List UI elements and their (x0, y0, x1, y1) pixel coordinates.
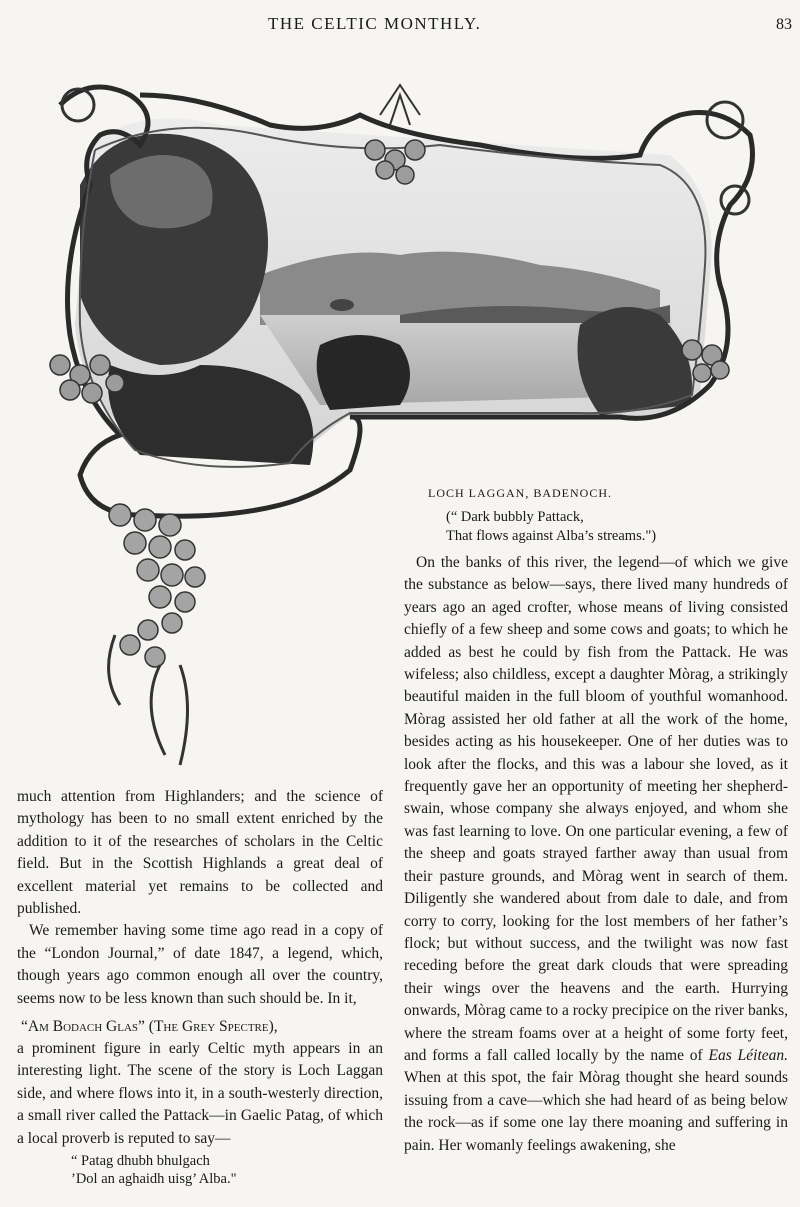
english-verse-line-2: That flows against Alba’s streams.") (446, 528, 657, 544)
left-column (17, 786, 383, 1188)
island (330, 299, 354, 311)
section-title-line: “Am Bodach Glas” (The Grey Spectre), (21, 1018, 278, 1036)
illustration-caption: LOCH LAGGAN, BADENOCH. (428, 486, 612, 500)
place-name-italic: Eas Léitean. (708, 1046, 789, 1064)
right-column (404, 552, 788, 1157)
running-title: THE CELTIC MONTHLY. (268, 14, 482, 33)
left-paragraph-3: a prominent figure in early Celtic myth appears in an interesting light. The scene of the story is Loch Laggan side, and where flows into it, in a south-westerly direction, a small river called the Pattack—in Gaelic Patag, of which a local proverb is reputed to say— (17, 1040, 383, 1147)
gaelic-proverb (71, 1152, 383, 1188)
english-verse (446, 508, 656, 546)
page-header (0, 14, 800, 38)
fern-top (380, 85, 420, 125)
left-paragraph-1: much attention from Highlanders; and the science of mythology has been to no small extent enriched by the addition to it of the researches of scholars in the Celtic field. But in the Scottish Highlands a great deal of excellent material yet remains to be collected and published. (17, 788, 383, 918)
gaelic-line-2: ’Dol an aghaidh uisg’ Alba." (71, 1171, 237, 1188)
near-trees (317, 335, 410, 410)
gaelic-line-1: “ Patag dhubh bhulgach (71, 1153, 210, 1170)
berry-cascade-bottom (109, 504, 205, 667)
right-paragraph-text: On the banks of this river, the legend—of which we give the substance as below—says, there lived many hundreds of years ago an aged crofter, whose means of living consisted chiefly of a few sheep and some cows and goats; to which he added as best he could by fish from the Pattack. He was wifeless; also childless, except a daughter Mòrag, a strikingly beautiful maiden in the full bloom of youthful womanhood. Mòrag assisted her old father at all the work of the home, besides acting as his housekeeper. One of her duties was to look after the flocks, and this was a labour she loved, as it frequently gave her an opportunity of meeting her shepherd-swain, whose company she always enjoyed, and whom she was fast learning to love. On one particular evening, a few of the sheep and goats strayed farther away than usual from their pasture grounds, and Mòrag went in search of them. Diligently she wandered about from dale to dale, and from corry to corry, looking for the lost members of her father’s flock; but without success, and the twilight was now fast receding before the great dark clouds that were spreading their wings over the heavens and the earth. Hurrying onwards, Mòrag came to a rocky precipice on the river banks, where the stream foams over at a height of some forty feet, and forms a fall called locally by the name of (404, 554, 788, 1064)
english-verse-line-1: (“ Dark bubbly Pattack, (446, 509, 584, 525)
page-number: 83 (776, 16, 792, 33)
right-paragraph-end: When at this spot, the fair Mòrag thought she heard sounds issuing from a cave—which she had heard of as being below the rock—as if some one lay there moaning and suffering in pain. Her womanly feelings awakening, she (404, 1069, 788, 1154)
right-paragraph (404, 552, 788, 1157)
left-paragraph-2: We remember having some time ago read in a copy of the “London Journal,” of date 1847, a legend, which, though years ago common enough all over the country, seems now to be less known than such should be. In it, (17, 922, 383, 1007)
